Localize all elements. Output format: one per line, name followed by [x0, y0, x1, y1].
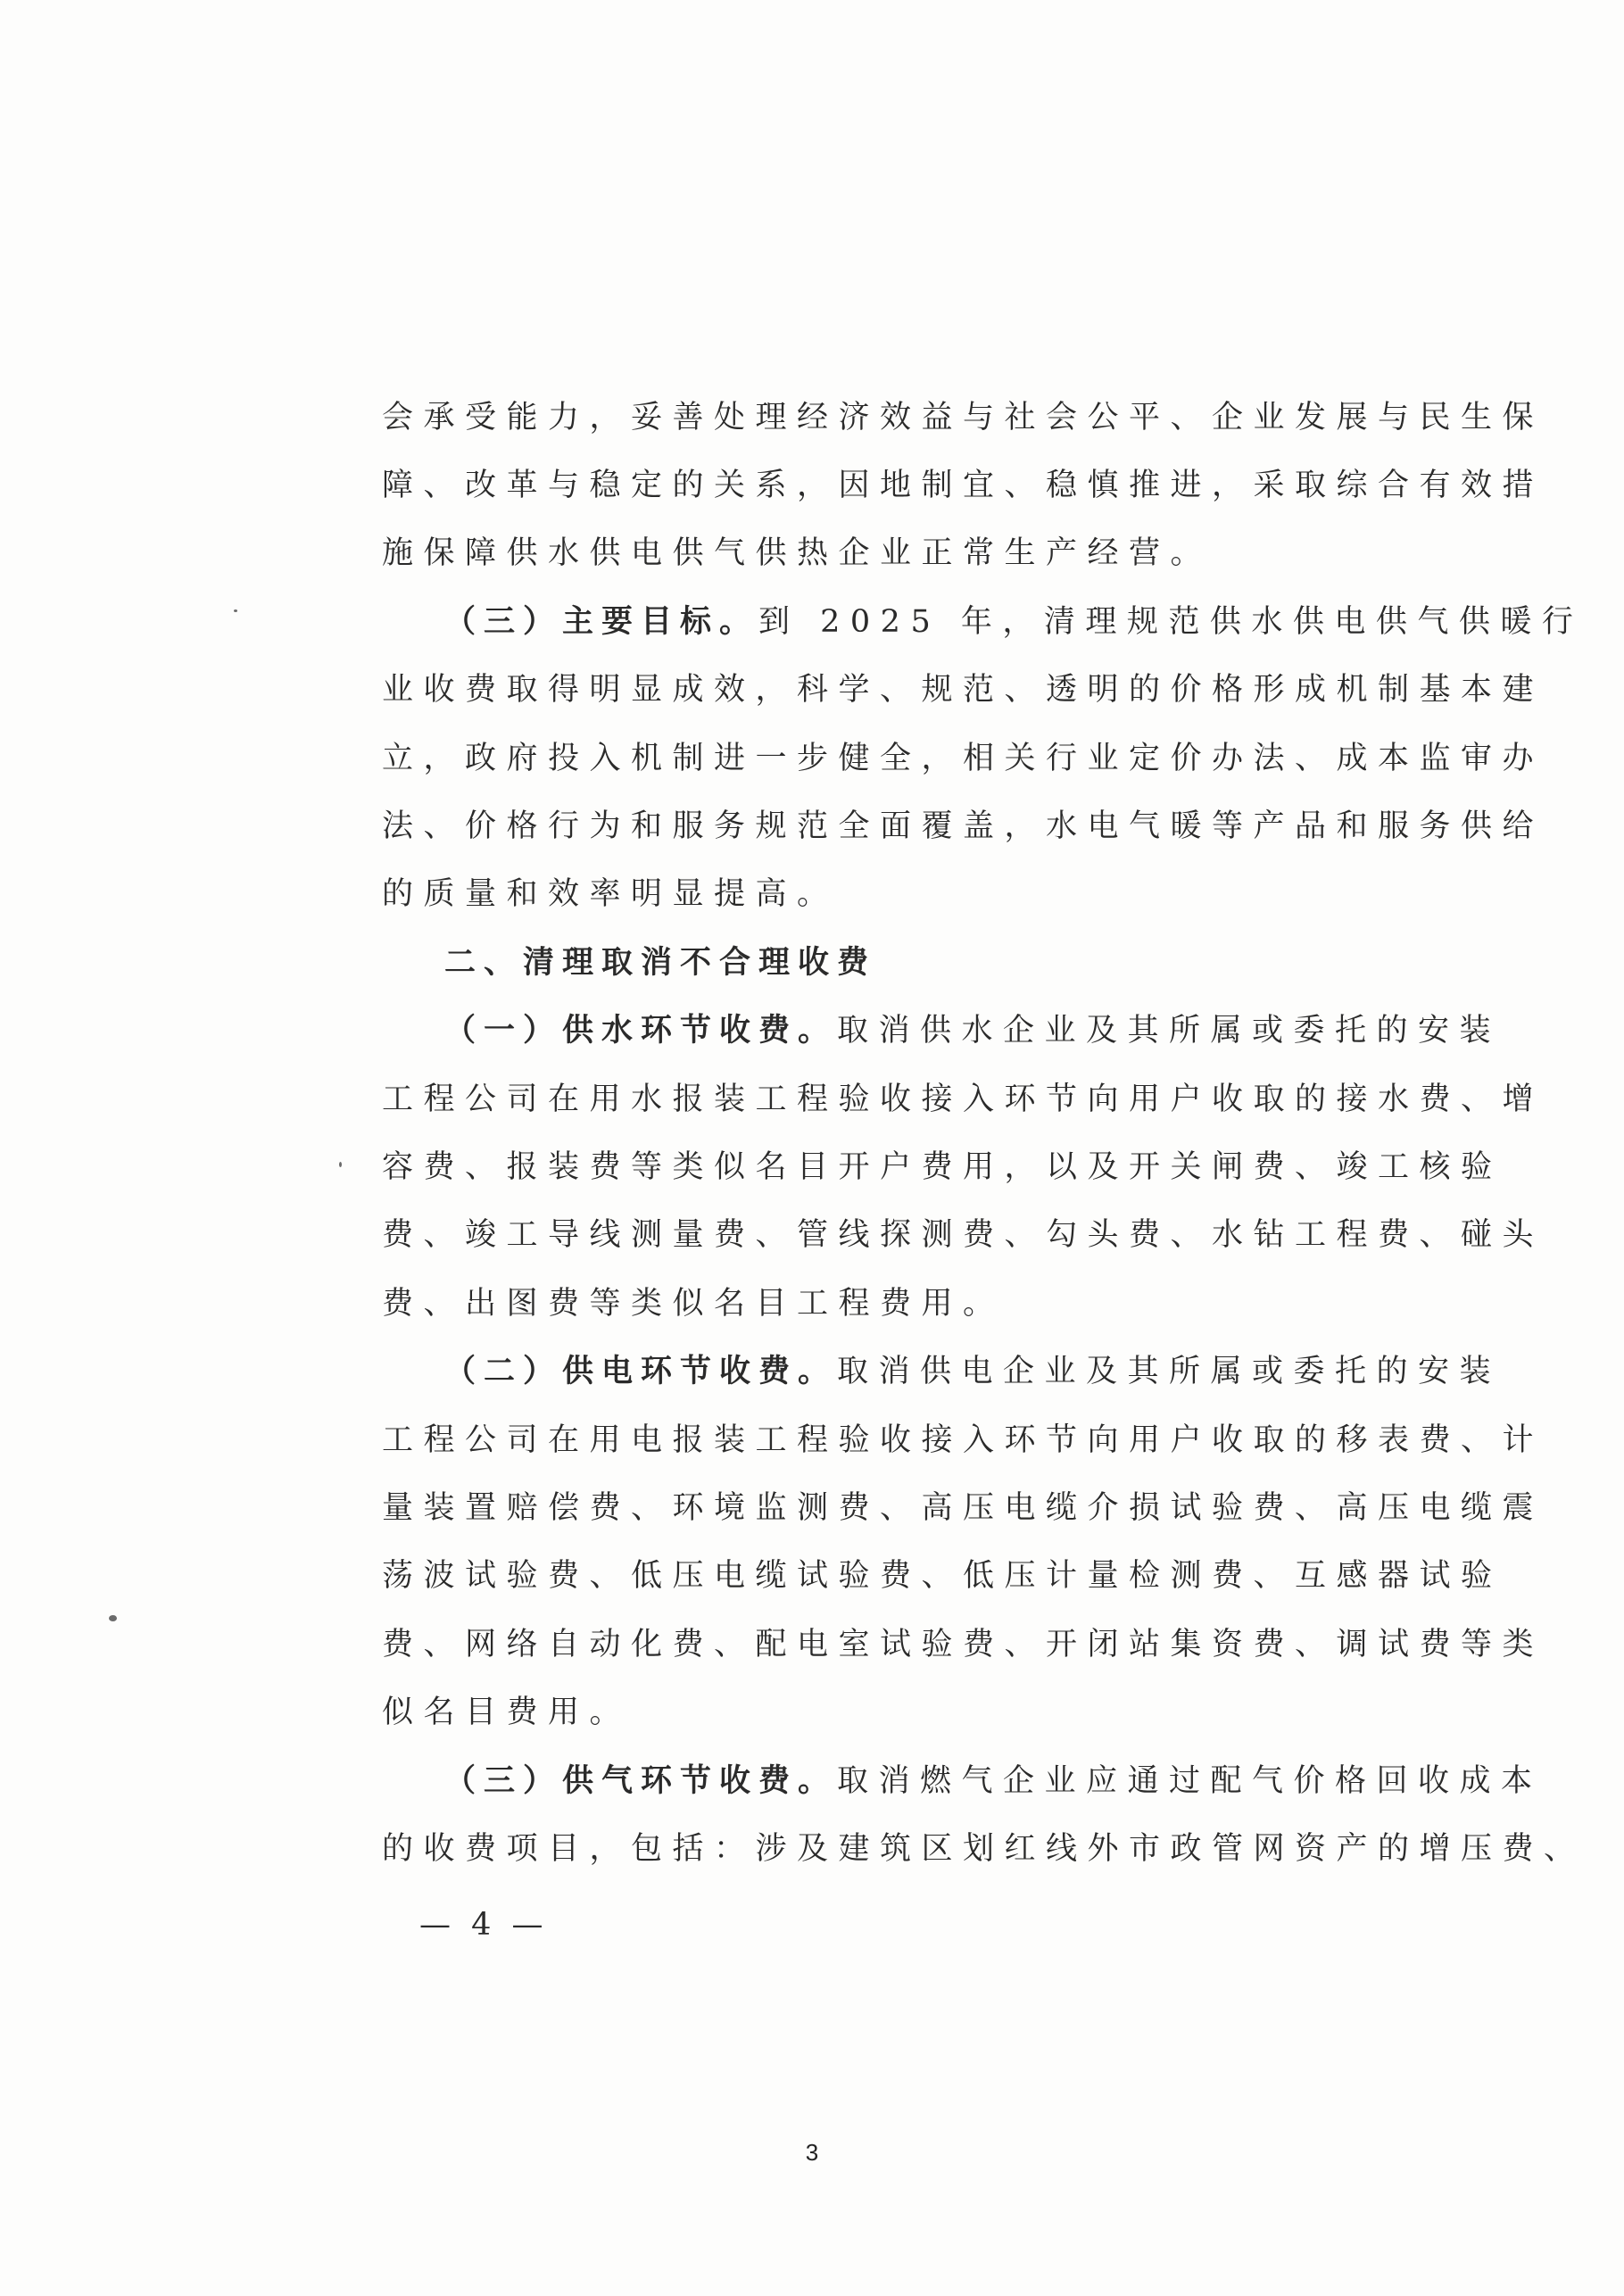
- paragraph-lead: （三）主要目标。: [444, 604, 759, 640]
- printed-page-marker: — 4 —: [419, 1907, 549, 1943]
- scan-speck: [339, 1162, 342, 1167]
- text-line: 似名目费用。: [382, 1695, 632, 1730]
- paragraph-line-main-goals: [444, 602, 1584, 642]
- text-line: 立，政府投入机制进一步健全，相关行业定价办法、成本监审办: [382, 741, 1545, 776]
- paragraph-text: 取消供电企业及其所属或委托的安装: [837, 1354, 1502, 1389]
- text-line: 费、出图费等类似名目工程费用。: [382, 1286, 1005, 1322]
- paragraph-line-power-fees: [444, 1352, 1502, 1391]
- section-heading: 二、清理取消不合理收费: [444, 945, 877, 981]
- text-line: 工程公司在用水报装工程验收接入环节向用户收取的接水费、增: [382, 1082, 1545, 1117]
- text-line: 量装置赔偿费、环境监测费、高压电缆介损试验费、高压电缆震: [382, 1490, 1545, 1526]
- text-line: 障、改革与稳定的关系，因地制宜、稳慎推进，采取综合有效措: [382, 468, 1545, 503]
- paragraph-lead: （三）供气环节收费。: [444, 1763, 838, 1799]
- paragraph-text: 到 2025 年，清理规范供水供电供气供暖行: [758, 604, 1584, 640]
- text-line: 施保障供水供电供气供热企业正常生产经营。: [382, 535, 1213, 571]
- paragraph-lead: （一）供水环节收费。: [444, 1013, 838, 1049]
- paragraph-line-water-fees: [444, 1011, 1502, 1050]
- paragraph-line-gas-fees: [444, 1761, 1543, 1801]
- paragraph-text: 取消供水企业及其所属或委托的安装: [837, 1013, 1502, 1049]
- text-line: 工程公司在用电报装工程验收接入环节向用户收取的移表费、计: [382, 1422, 1545, 1458]
- paragraph-lead: （二）供电环节收费。: [444, 1354, 838, 1389]
- text-line: 费、网络自动化费、配电室试验费、开闭站集资费、调试费等类: [382, 1627, 1545, 1662]
- footer-page-number: 3: [805, 2139, 819, 2166]
- text-line: 费、竣工导线测量费、管线探测费、勾头费、水钻工程费、碰头: [382, 1217, 1545, 1253]
- text-line: 容费、报装费等类似名目开户费用，以及开关闸费、竣工核验: [382, 1149, 1503, 1185]
- text-line: 的收费项目，包括：涉及建筑区划红线外市政管网资产的增压费、: [382, 1831, 1586, 1867]
- text-line: 荡波试验费、低压电缆试验费、低压计量检测费、互感器试验: [382, 1558, 1503, 1594]
- scan-speck: [234, 609, 237, 612]
- text-line: 的质量和效率明显提高。: [382, 876, 839, 912]
- text-line: 法、价格行为和服务规范全面覆盖，水电气暖等产品和服务供给: [382, 808, 1545, 844]
- text-line: 业收费取得明显成效，科学、规范、透明的价格形成机制基本建: [382, 672, 1545, 708]
- paragraph-text: 取消燃气企业应通过配气价格回收成本: [837, 1763, 1543, 1799]
- text-line: 会承受能力，妥善处理经济效益与社会公平、企业发展与民生保: [382, 400, 1545, 435]
- scan-speck: [109, 1615, 117, 1621]
